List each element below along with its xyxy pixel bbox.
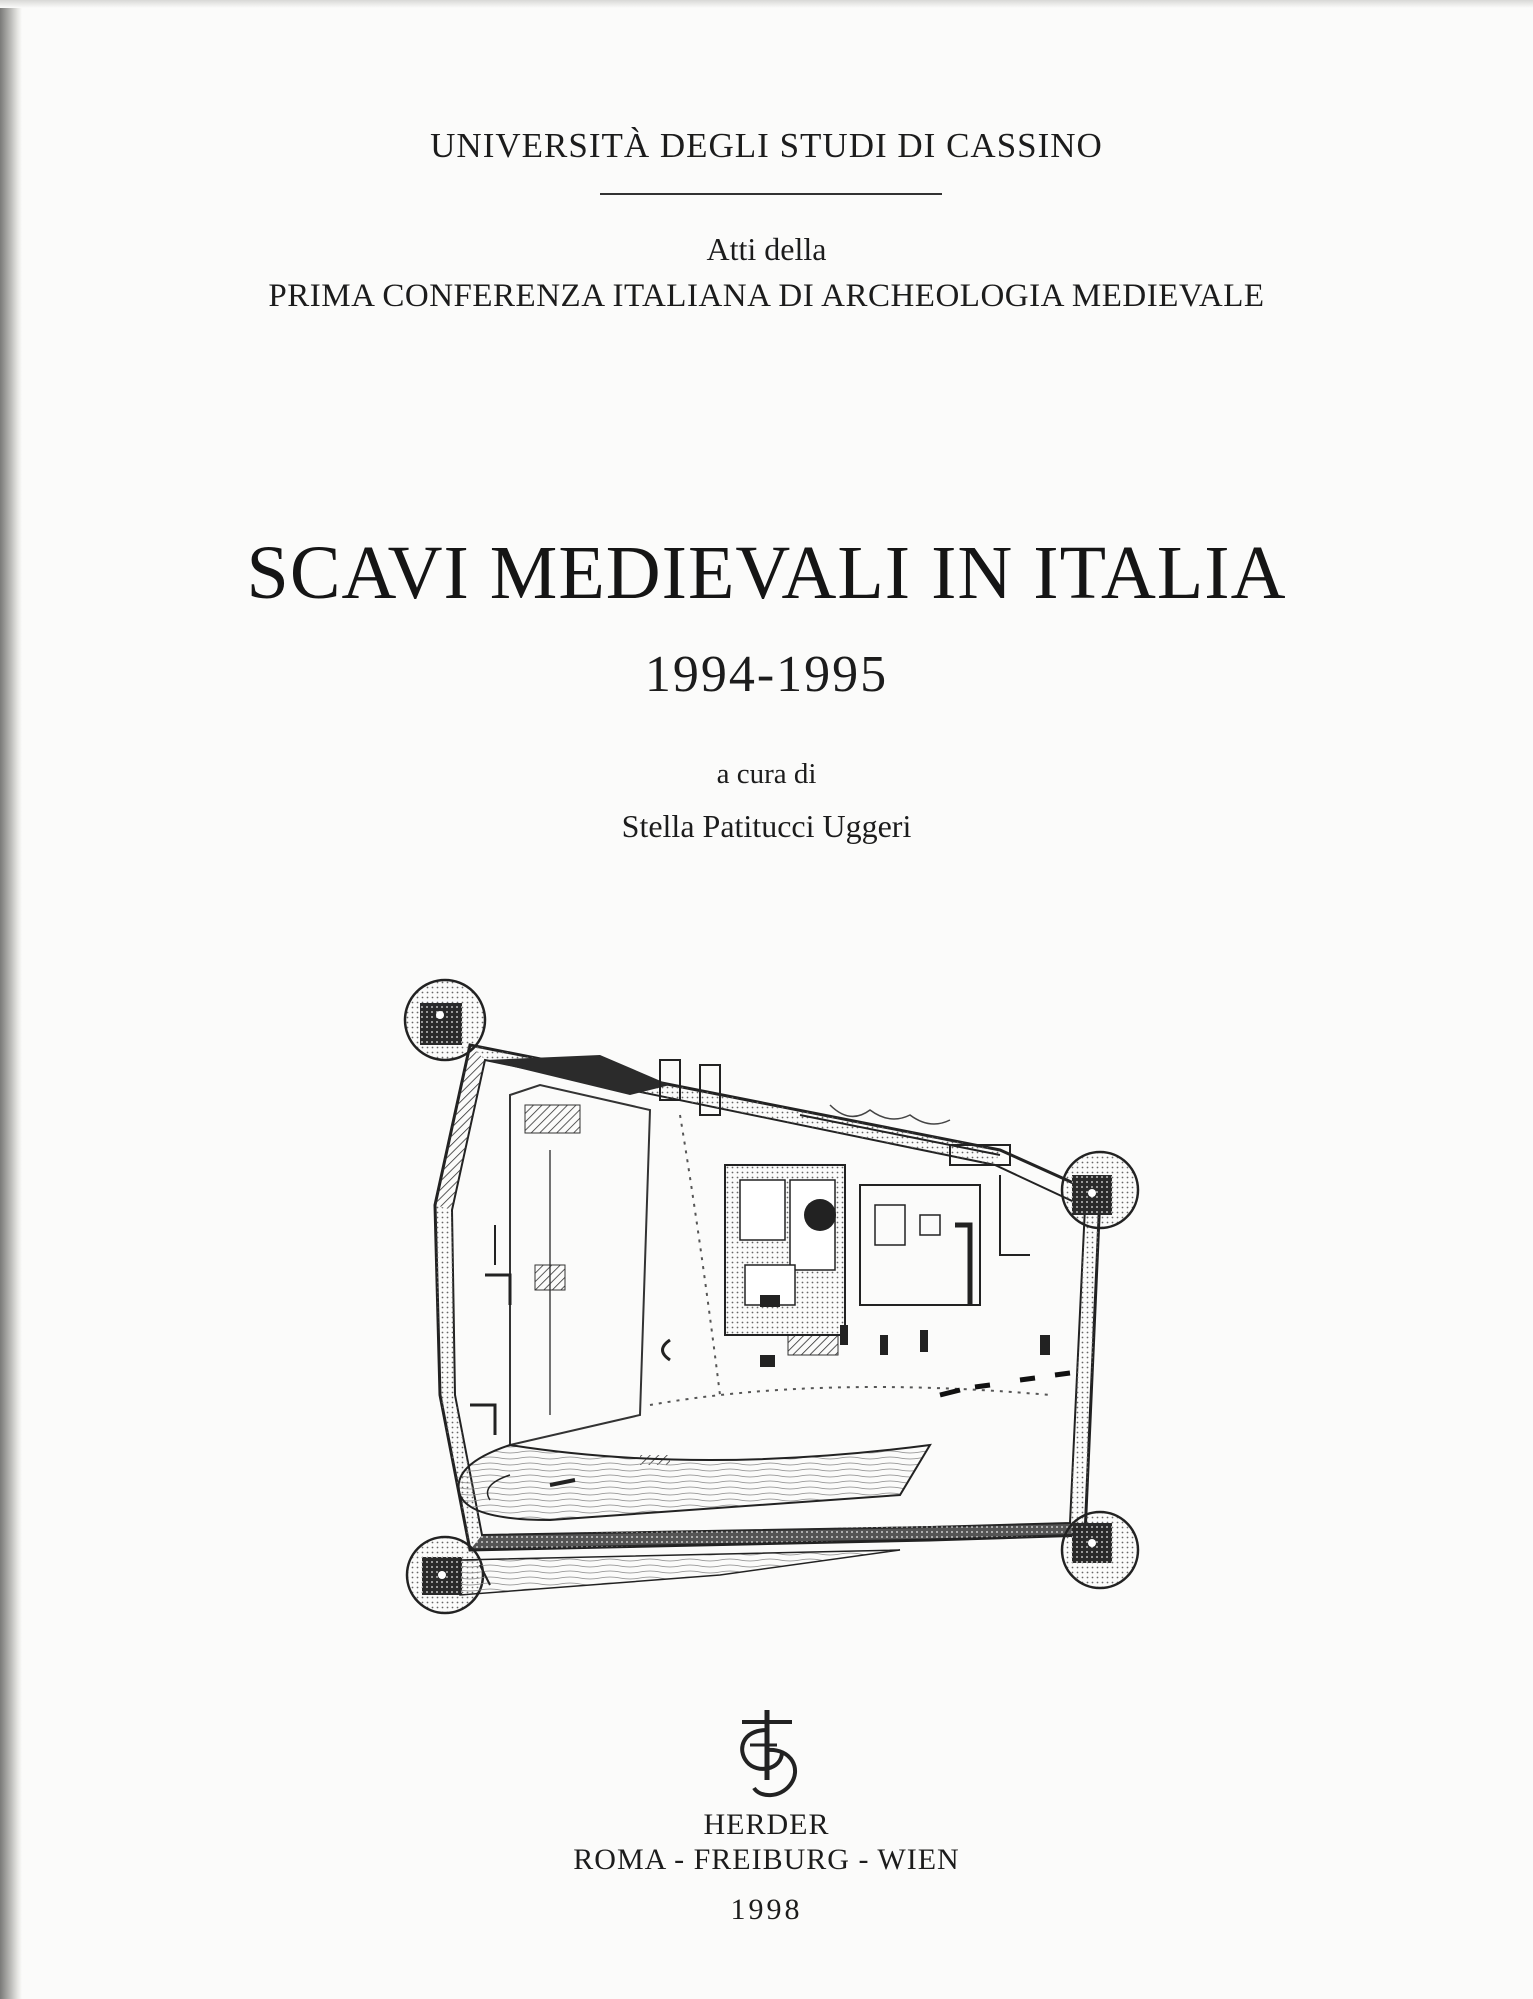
divider-rule <box>600 193 942 195</box>
proceedings-label: Atti della <box>706 231 827 267</box>
book-title: SCAVI MEDIEVALI IN ITALIA <box>246 531 1287 615</box>
top-edge-shadow <box>0 0 1533 8</box>
herder-monogram-logo-icon <box>722 1700 812 1810</box>
book-years: 1994-1995 <box>644 646 889 703</box>
castle-plan-drawing-icon <box>400 975 1180 1615</box>
publication-year: 1998 <box>730 1893 803 1926</box>
conference-name: PRIMA CONFERENZA ITALIANA DI ARCHEOLOGIA MEDIEVALE <box>268 278 1265 314</box>
publisher-name: HERDER <box>703 1808 830 1841</box>
editor-name: Stella Patitucci Uggeri <box>621 808 912 844</box>
university-name: UNIVERSITÀ DEGLI STUDI DI CASSINO <box>430 126 1103 165</box>
edited-by-label: a cura di <box>716 758 817 790</box>
publisher-cities: ROMA - FREIBURG - WIEN <box>573 1843 960 1876</box>
